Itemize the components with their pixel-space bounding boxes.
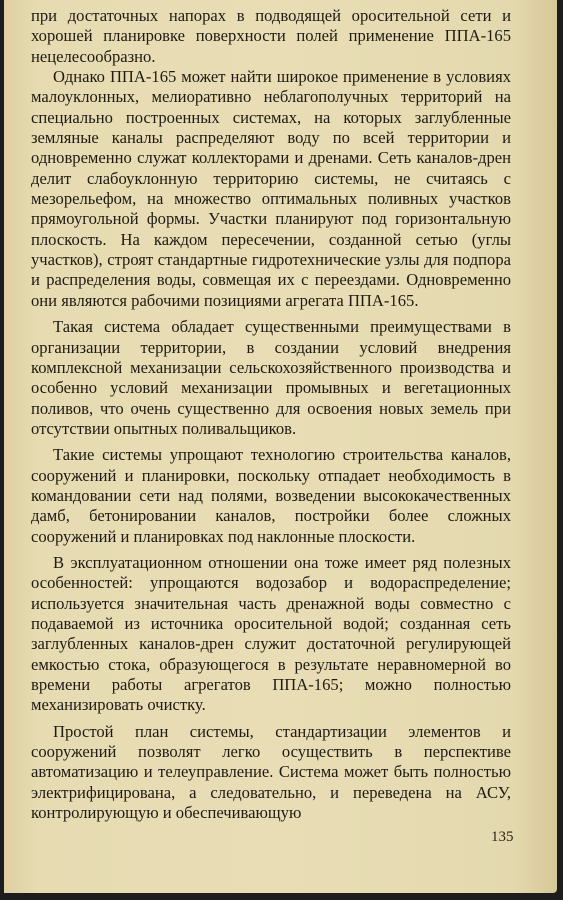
paragraph-2: Однако ППА-165 может найти широкое применение в условиях малоуклонных, мелиоративно неблагополучных территорий на специально построенных системах, на которых заглубленные земляные каналы распределяют воду по всей территории и одновременно служат коллекторами и дренами. Сеть каналов-дрен делит слабоуклонную территорию системы, не считаясь с мезорельефом, на множество оптимальных поливных участков прямоугольной формы. Участки планируют под горизонтальную плоскость. На каждом пересечении, созданной сетью (углы участков), строят стандартные гидротехнические узлы для подпора и распределения воды, совмещая их с переездами. Одновременно они являются рабочими позициями агрегата ППА-165. [31, 67, 511, 310]
paragraph-3: Такая система обладает существенными преимуществами в организации территории, в создании условий внедрения комплексной механизации сельскохозяйственного производства и особенно условий механизации промывных и вегетационных поливов, что очень существенно для освоения новых земель при отсутствии опытных поливальщиков. [31, 317, 511, 438]
paragraph-6: Простой план системы, стандартизации элементов и сооружений позволят легко осуществить в перспективе автоматизацию и телеуправление. Система может быть полностью электрифицирована, а следовательно, и переведена на АСУ, контролирующую и обеспечивающую [31, 721, 511, 823]
paragraph-5: В эксплуатационном отношении она тоже имеет ряд полезных особенностей: упрощаются водозабор и водораспределение; используется значительная часть дренажной воды совместно с подаваемой из источника оросительной водой; созданная сеть заглубленных каналов-дрен служит достаточной регулирующей емкостью стока, образующегося в результате неравномерной во времени работы агрегатов ППА-165; можно полностью механизировать очистку. [31, 552, 511, 715]
page-number: 135 [491, 829, 514, 845]
book-page [4, 0, 557, 893]
paragraph-1: при достаточных напорах в подводящей оросительной сети и хорошей планировке поверхности полей применение ППА-165 нецелесообразно. [31, 6, 511, 66]
paragraph-4: Такие системы упрощают технологию строительства каналов, сооружений и планировки, поскольку отпадает необходимость в командовании сети над полями, возведении высококачественных дамб, бетонировании каналов, постройки более сложных сооружений и планировках под наклонные плоскости. [31, 445, 511, 546]
body-text [31, 6, 511, 823]
